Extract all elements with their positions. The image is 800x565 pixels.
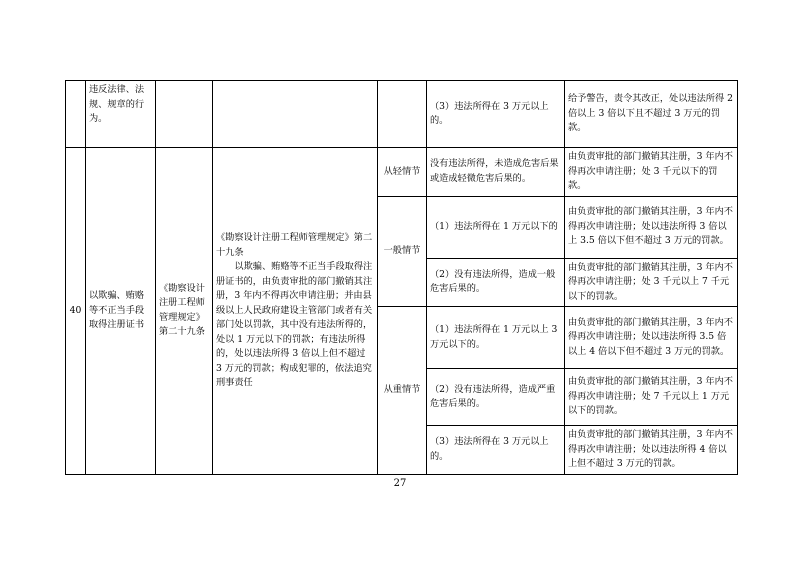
matter-cell: 违反法律、法规、规章的行为。 (86, 81, 156, 148)
circumstance-detail-cell: （2）没有违法所得，造成严重危害后果的。 (427, 369, 565, 426)
circumstance-level-cell: 一般情节 (378, 196, 427, 307)
provision-cell (213, 81, 378, 148)
provision-body: 以欺骗、贿赂等不正当手段取得注册证书的，由负责审批的部门撤销其注册，3 年内不得再次申请注册；并由县级以上人民政府建设主管部门或者有关部门处以罚款，其中没有违法所得的，处以 1 万元以下的罚款；有违法所得的，处以违法所得 3 倍以上但不超过 3 万元的罚款；构成犯罪的，依法追究刑事责任 (216, 261, 373, 388)
circumstance-detail-cell: （1）违法所得在 1 万元以上 3 万元以下的。 (427, 307, 565, 369)
penalty-cell: 由负责审批的部门撤销其注册，3 年内不得再次申请注册；处 7 千元以上 1 万元以下的罚款。 (565, 369, 738, 426)
circumstance-level-cell: 从轻情节 (378, 148, 427, 197)
row-number-cell (66, 81, 86, 148)
circumstance-level-cell (378, 81, 427, 148)
circumstance-detail-cell: （2）没有违法所得，造成一般危害后果的。 (427, 258, 565, 307)
circumstance-detail-cell: （3）违法所得在 3 万元以上的。 (427, 426, 565, 475)
basis-cell: 《勘察设计注册工程师管理规定》第二十九条 (156, 148, 213, 475)
circumstance-level-cell: 从重情节 (378, 307, 427, 475)
table-row (66, 148, 738, 197)
circumstance-detail-cell: （1）违法所得在 1 万元以下的 (427, 196, 565, 258)
provision-cell (213, 148, 378, 475)
penalty-cell: 由负责审批的部门撤销其注册，3 年内不得再次申请注册；处以违法所得 3.5 倍以上 4 倍以下但不超过 3 万元的罚款。 (565, 307, 738, 369)
penalty-cell: 由负责审批的部门撤销其注册，3 年内不得再次申请注册；处以违法所得 4 倍以上但不超过 3 万元的罚款。 (565, 426, 738, 475)
page-number: 27 (393, 478, 407, 489)
penalty-cell: 由负责审批的部门撤销其注册，3 年内不得再次申请注册；处 3 千元以上 7 千元以下的罚款。 (565, 258, 738, 307)
circumstance-detail-cell: （3）违法所得在 3 万元以上的。 (427, 81, 565, 148)
penalty-cell: 给予警告，责令其改正，处以违法所得 2 倍以上 3 倍以下且不超过 3 万元的罚款。 (565, 81, 738, 148)
table-row (66, 81, 738, 148)
provision-heading: 《勘察设计注册工程师管理规定》第二十九条 (216, 232, 373, 258)
penalty-cell: 由负责审批的部门撤销其注册，3 年内不得再次申请注册；处 3 千元以下的罚款。 (565, 148, 738, 197)
penalty-discretion-table (65, 80, 738, 475)
penalty-cell: 由负责审批的部门撤销其注册，3 年内不得再次申请注册；处以违法所得 3 倍以上 3.5 倍以下但不超过 3 万元的罚款。 (565, 196, 738, 258)
basis-cell (156, 81, 213, 148)
circumstance-detail-cell: 没有违法所得，未造成危害后果或造成轻微危害后果的。 (427, 148, 565, 197)
matter-cell: 以欺骗、贿赂等不正当手段取得注册证书 (86, 148, 156, 475)
row-number-cell: 40 (66, 148, 86, 475)
